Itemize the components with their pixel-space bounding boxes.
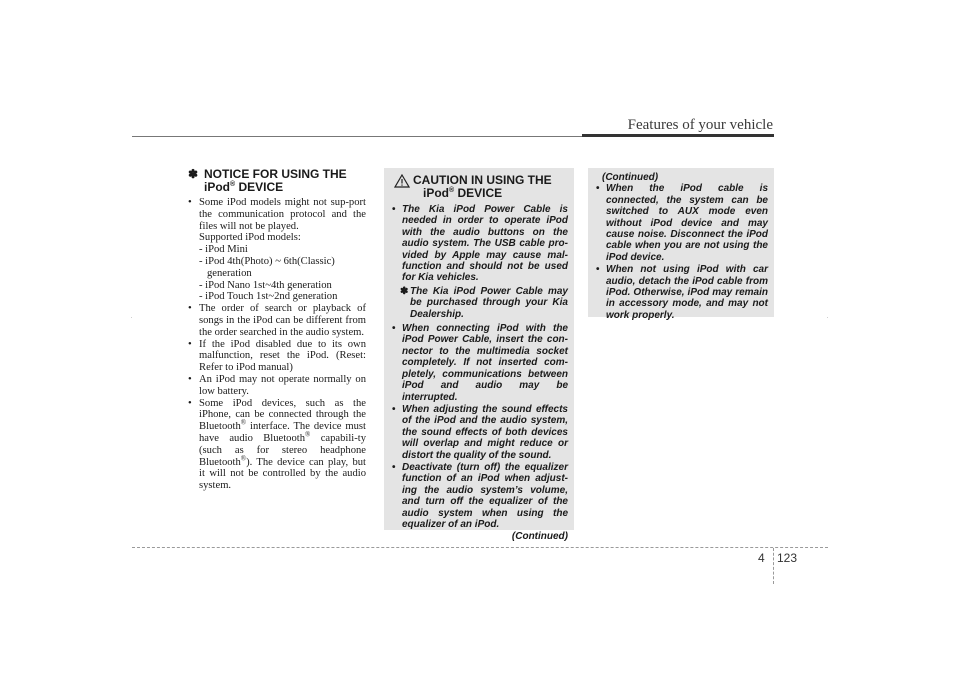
caution-note: ✽ The Kia iPod Power Cable may be purchased through your Kia Dealership. [400, 285, 568, 320]
footer-divider [773, 548, 774, 584]
list-item: • Deactivate (turn off) the equalizer function of an iPod when adjust-ing the audio system’s volume, and turn off the equalizer of the audio system when using the equalizer of an iPod. [392, 462, 568, 530]
chapter-number: 4 [758, 551, 765, 565]
print-mark [827, 317, 828, 318]
notice-list [188, 197, 366, 492]
caution-heading [392, 174, 570, 200]
caution-list [392, 204, 568, 284]
running-header: Features of your vehicle [627, 117, 773, 133]
list-item: • When adjusting the sound effects of the iPod and the audio system, the sound effects of both devices will overlap and might reduce or distort the quality of the sound. [392, 404, 568, 461]
header-rule-accent [582, 134, 774, 137]
list-item: • An iPod may not operate normally on low battery. [188, 374, 366, 398]
continued-list [596, 183, 768, 321]
list-item: • When the iPod cable is connected, the system can be switched to AUX mode even without iPod device and may cause noise. Disconnect the iPod cable when you are not using the iPod device. [596, 183, 768, 263]
note-star-icon: ✽ [400, 285, 409, 297]
continued-section [596, 172, 768, 322]
list-item: • If the iPod disabled due to its own malfunction, reset the iPod. (Reset: Refer to iPod manual) [188, 339, 366, 374]
continued-label: (Continued) [602, 172, 659, 183]
list-item: • When not using iPod with car audio, detach the iPod cable from iPod. Otherwise, iPod may remain in accessory mode, and may not work properly. [596, 264, 768, 321]
warning-triangle-icon [394, 174, 410, 188]
list-item: • Some iPod models might not sup-port the communication protocol and the files will not be played. Supported iPod models: - iPod Mini - iPod 4th(Photo) ~ 6th(Classic) generation - iPod Nano 1st~4th generation - iPod Touch 1st~2nd generation [188, 197, 366, 303]
caution-list [392, 323, 568, 530]
list-item: • When connecting iPod with the iPod Power Cable, insert the con-nector to the multimedia socket completely. If not inserted com-pletely, communications between iPod and audio may be interrupted. [392, 323, 568, 403]
caution-section [392, 204, 568, 543]
print-mark [131, 317, 132, 318]
notice-title: ✽ NOTICE FOR USING THE iPod® DEVICE [188, 167, 347, 194]
notice-section [188, 168, 366, 492]
notice-star-icon: ✽ [188, 167, 199, 181]
list-item: • The order of search or playback of songs in the iPod can be different from the order searched in the audio system. [188, 303, 366, 338]
footer-rule [132, 547, 828, 548]
page-number: 123 [777, 551, 798, 565]
list-item: • The Kia iPod Power Cable is needed in order to operate iPod with the audio buttons on the audio system. The USB cable pro-vided by Apple may cause mal-function and should not be used for Kia vehicles. [392, 204, 568, 284]
list-item: • Some iPod devices, such as the iPhone, can be connected through the Bluetooth® interface. The device must have audio Bluetooth® capabili-ty (such as for stereo headphone Bluetooth®). The device can play, but it will not be controlled by the audio system. [188, 398, 366, 492]
caution-title: CAUTION IN USING THE iPod® DEVICE [413, 173, 552, 200]
continued-label: (Continued) [511, 531, 568, 543]
